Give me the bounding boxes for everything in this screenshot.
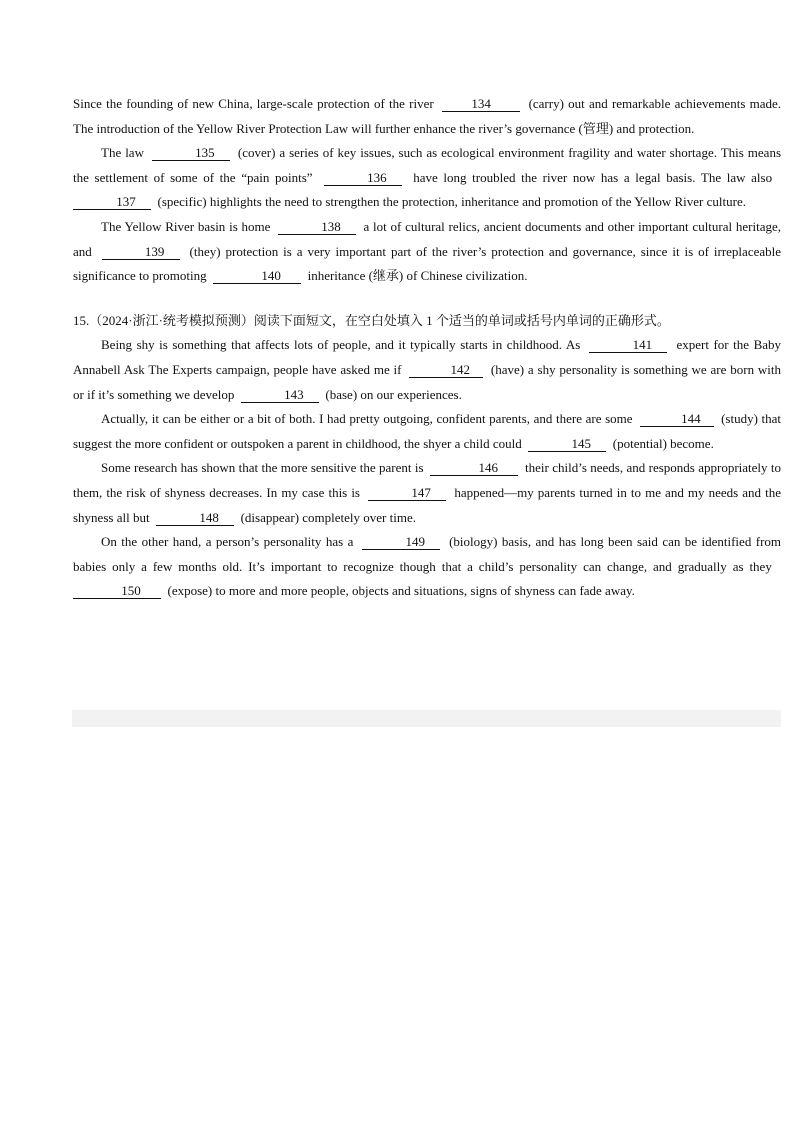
q15-paragraph-1: Being shy is something that affects lots of people, and it typically starts in childhood. As 141 expert for the Baby Annabell Ask The Experts campaign, people have asked me if 142 (have) a shy personality is something we are born with or if it’s something we develop 143 (base) on our experiences. — [73, 337, 782, 402]
q15-paragraph-3: Some research has shown that the more sensitive the parent is 146 their child’s needs, and responds appropriately to them, the risk of shyness decreases. In my case this is 147 happened—my parents turned in to me and my needs and the shyness all but 148 (disappear) completely over time. — [73, 460, 782, 525]
blank-147[interactable]: 147 — [368, 486, 446, 501]
q15-paragraph-4: On the other hand, a person’s personality has a 149 (biology) basis, and has long been said can be identified from babies only a few months old. It’s important to recognize though that a child’s personality can change, and gradually as they 150 (expose) to more and more people, objects and situations, signs of shyness can fade away. — [73, 534, 782, 599]
blank-135[interactable]: 135 — [152, 146, 230, 161]
blank-139[interactable]: 139 — [102, 245, 180, 260]
passage1-paragraph-3: The Yellow River basin is home 138 a lot of cultural relics, ancient documents and other important cultural heritage, and 139 (they) protection is a very important part of the river’s protection and governance, since it is of irreplaceable significance to promoting 140 inheritance (继承) of Chinese civilization. — [73, 218, 782, 284]
blank-138[interactable]: 138 — [278, 220, 356, 235]
blank-143[interactable]: 143 — [241, 388, 319, 403]
blank-144[interactable]: 144 — [640, 412, 714, 427]
question-15 — [73, 309, 781, 604]
document-page — [73, 92, 781, 604]
blank-136[interactable]: 136 — [324, 171, 402, 186]
blank-142[interactable]: 142 — [409, 363, 483, 378]
blank-145[interactable]: 145 — [528, 437, 606, 452]
q15-paragraph-2: Actually, it can be either or a bit of both. I had pretty outgoing, confident parents, and there are some 144 (study) that suggest the more confident or outspoken a parent in childhood, the shyer a child could 145 (potential) become. — [73, 411, 782, 451]
passage1-paragraph-1: Since the founding of new China, large-scale protection of the river 134 (carry) out and remarkable achievements made. The introduction of the Yellow River Protection Law will further enhance the river’s governance (管理) and protection. — [73, 96, 781, 136]
blank-141[interactable]: 141 — [589, 338, 667, 353]
passage1-paragraph-2: The law 135 (cover) a series of key issues, such as ecological environment fragility and water shortage. This means the settlement of some of the “pain points” 136 have long troubled the river now has a legal basis. The law also 137 (specific) highlights the need to strengthen the protection, inheritance and promotion of the Yellow River culture. — [73, 145, 781, 210]
blank-146[interactable]: 146 — [430, 461, 518, 476]
blank-148[interactable]: 148 — [156, 511, 234, 526]
blank-137[interactable]: 137 — [73, 195, 151, 210]
blank-150[interactable]: 150 — [73, 584, 161, 599]
question-header: 15.（2024·浙江·统考模拟预测）阅读下面短文，在空白处填入 1 个适当的单词或括号内单词的正确形式。 — [73, 312, 670, 328]
blank-149[interactable]: 149 — [362, 535, 440, 550]
blank-140[interactable]: 140 — [213, 269, 301, 284]
blank-134[interactable]: 134 — [442, 97, 520, 112]
divider-bar — [72, 710, 781, 727]
